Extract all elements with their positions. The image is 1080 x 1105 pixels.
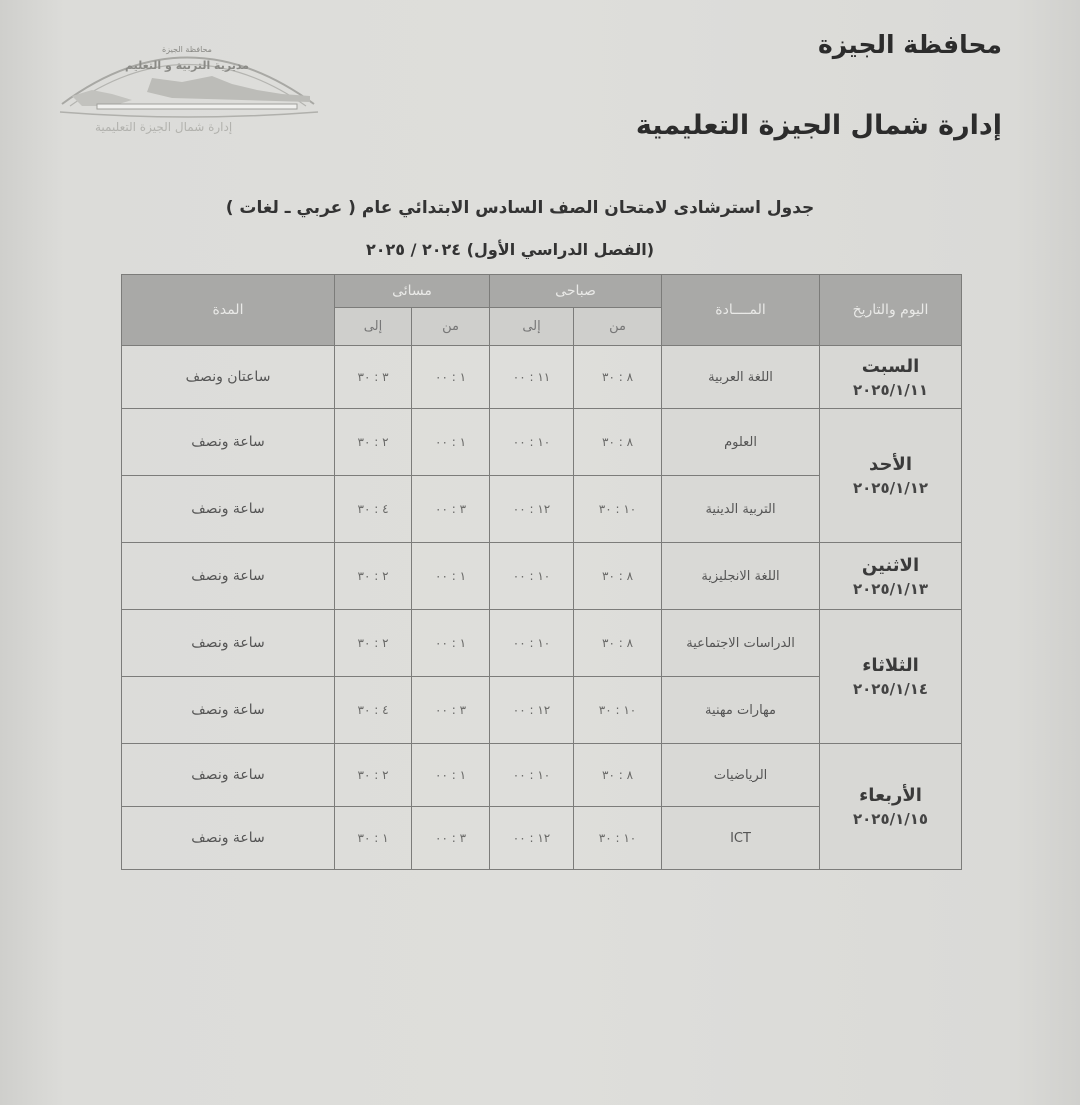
table-row xyxy=(122,744,962,807)
day-date-cell xyxy=(820,744,962,870)
evening-to-cell: ٢ : ٣٠ xyxy=(335,409,412,476)
morning-from-cell: ٨ : ٣٠ xyxy=(574,744,662,807)
exam-date: ٢٠٢٥/١/١٥ xyxy=(853,810,929,828)
semester-subtitle: (الفصل الدراسي الأول) ٢٠٢٤ / ٢٠٢٥ xyxy=(365,240,655,259)
subject-cell: التربية الدينية xyxy=(662,476,820,543)
morning-from-cell: ١٠ : ٣٠ xyxy=(574,476,662,543)
evening-from-cell: ١ : ٠٠ xyxy=(412,543,490,610)
header-duration: المدة xyxy=(122,275,335,346)
day-name: السبت xyxy=(861,355,920,377)
morning-to-cell: ١٢ : ٠٠ xyxy=(490,807,574,870)
evening-from-cell: ١ : ٠٠ xyxy=(412,610,490,677)
subject-cell: العلوم xyxy=(662,409,820,476)
duration-cell: ساعة ونصف xyxy=(122,744,335,807)
morning-from-cell: ١٠ : ٣٠ xyxy=(574,807,662,870)
evening-to-cell: ٢ : ٣٠ xyxy=(335,744,412,807)
subject-cell: اللغة العربية xyxy=(662,346,820,409)
header-evening-to: إلى xyxy=(335,308,412,346)
morning-to-cell: ١٠ : ٠٠ xyxy=(490,409,574,476)
evening-from-cell: ٣ : ٠٠ xyxy=(412,476,490,543)
duration-cell: ساعة ونصف xyxy=(122,543,335,610)
header-evening-from: من xyxy=(412,308,490,346)
exam-date: ٢٠٢٥/١/١٣ xyxy=(853,579,929,598)
evening-from-cell: ٣ : ٠٠ xyxy=(412,677,490,744)
morning-from-cell: ١٠ : ٣٠ xyxy=(574,677,662,744)
table-row xyxy=(122,409,962,476)
schedule-title: جدول استرشادى لامتحان الصف السادس الابتدائي عام ( عربي ـ لغات ) xyxy=(225,198,815,218)
evening-from-cell: ١ : ٠٠ xyxy=(412,346,490,409)
logo-caption: إدارة شمال الجيزة التعليمية xyxy=(95,120,233,134)
duration-cell: ساعة ونصف xyxy=(122,476,335,543)
morning-to-cell: ١٠ : ٠٠ xyxy=(490,744,574,807)
evening-from-cell: ٣ : ٠٠ xyxy=(412,807,490,870)
duration-cell: ساعة ونصف xyxy=(122,409,335,476)
duration-cell: ساعة ونصف xyxy=(122,677,335,744)
evening-to-cell: ٣ : ٣٠ xyxy=(335,346,412,409)
morning-from-cell: ٨ : ٣٠ xyxy=(574,610,662,677)
day-name: الأربعاء xyxy=(859,785,922,806)
subject-cell: مهارات مهنية xyxy=(662,677,820,744)
day-date-cell xyxy=(820,543,962,610)
morning-to-cell: ١٠ : ٠٠ xyxy=(490,610,574,677)
exam-schedule-table xyxy=(121,274,962,870)
administration-title: إدارة شمال الجيزة التعليمية xyxy=(635,110,1002,141)
morning-to-cell: ١٢ : ٠٠ xyxy=(490,476,574,543)
evening-to-cell: ٤ : ٣٠ xyxy=(335,476,412,543)
duration-cell: ساعتان ونصف xyxy=(122,346,335,409)
duration-cell: ساعة ونصف xyxy=(122,807,335,870)
evening-to-cell: ٢ : ٣٠ xyxy=(335,610,412,677)
evening-to-cell: ٤ : ٣٠ xyxy=(335,677,412,744)
header-day-date: اليوم والتاريخ xyxy=(820,275,962,346)
exam-date: ٢٠٢٥/١/١٢ xyxy=(853,479,929,497)
day-date-cell xyxy=(820,610,962,744)
header-morning-from: من xyxy=(574,308,662,346)
table-row xyxy=(122,610,962,677)
day-name: الثلاثاء xyxy=(862,655,919,676)
table-row xyxy=(122,543,962,610)
table-row xyxy=(122,346,962,409)
morning-from-cell: ٨ : ٣٠ xyxy=(574,346,662,409)
header-morning-to: إلى xyxy=(490,308,574,346)
header-morning: صباحى xyxy=(490,275,662,308)
morning-from-cell: ٨ : ٣٠ xyxy=(574,543,662,610)
evening-from-cell: ١ : ٠٠ xyxy=(412,409,490,476)
day-date-cell xyxy=(820,409,962,543)
exam-date: ٢٠٢٥/١/١١ xyxy=(853,380,929,399)
evening-to-cell: ١ : ٣٠ xyxy=(335,807,412,870)
day-name: الأحد xyxy=(869,454,912,475)
evening-to-cell: ٢ : ٣٠ xyxy=(335,543,412,610)
morning-to-cell: ١٢ : ٠٠ xyxy=(490,677,574,744)
subject-cell: الرياضيات xyxy=(662,744,820,807)
subject-cell: اللغة الانجليزية xyxy=(662,543,820,610)
morning-from-cell: ٨ : ٣٠ xyxy=(574,409,662,476)
svg-text:محافظة الجيزة: محافظة الجيزة xyxy=(162,45,212,54)
day-name: الاثنين xyxy=(861,554,920,576)
evening-from-cell: ١ : ٠٠ xyxy=(412,744,490,807)
day-date-cell xyxy=(820,346,962,409)
svg-text:مديرية التربية و التعليم: مديرية التربية و التعليم xyxy=(125,59,249,72)
governorate-title: محافظة الجيزة xyxy=(818,30,1002,59)
header-subject: المــــادة xyxy=(662,275,820,346)
morning-to-cell: ١١ : ٠٠ xyxy=(490,346,574,409)
morning-to-cell: ١٠ : ٠٠ xyxy=(490,543,574,610)
header-evening: مسائى xyxy=(335,275,490,308)
exam-date: ٢٠٢٥/١/١٤ xyxy=(853,680,929,698)
subject-cell: ICT xyxy=(662,807,820,870)
subject-cell: الدراسات الاجتماعية xyxy=(662,610,820,677)
duration-cell: ساعة ونصف xyxy=(122,610,335,677)
